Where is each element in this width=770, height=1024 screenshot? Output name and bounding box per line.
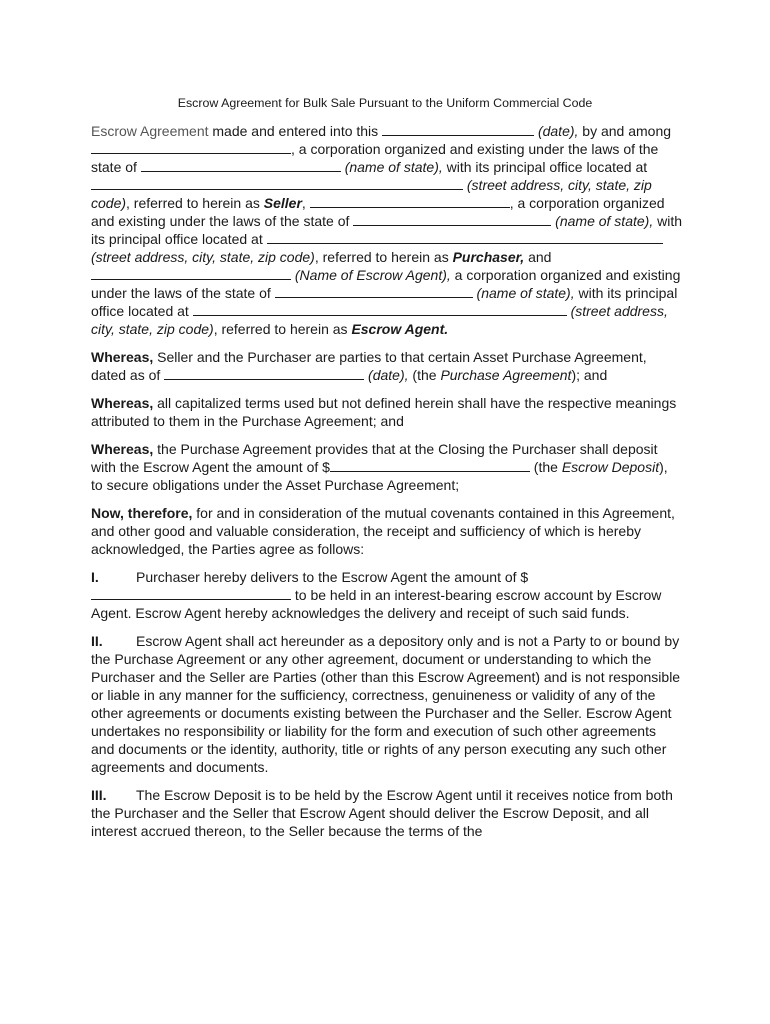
seller-address-blank[interactable] <box>91 176 463 190</box>
escrow-agent-name-blank[interactable] <box>91 266 291 280</box>
whereas-paragraph-3: Whereas, the Purchase Agreement provides that at the Closing the Purchaser shall deposit with the Escrow Agent the amount of $ (the Escrow Deposit), to secure obligations under the Asset Purchase Agreement; <box>91 441 668 493</box>
intro-lead: Escrow Agreement <box>91 123 209 139</box>
section-1: I. Purchaser hereby delivers to the Escrow Agent the amount of $ to be held in an interest-bearing escrow account by Escrow Agent. Escrow Agent hereby acknowledges the delivery and receipt of such said funds. <box>91 569 662 621</box>
whereas-paragraph-2: Whereas, all capitalized terms used but not defined herein shall have the respective meanings attributed to them in the Purchase Agreement; and <box>91 395 677 429</box>
escrow-agent-state-blank[interactable] <box>275 284 473 298</box>
document-title: Escrow Agreement for Bulk Sale Pursuant to the Uniform Commercial Code <box>177 96 593 110</box>
escrow-agent-term: Escrow Agent. <box>351 321 449 337</box>
purchaser-state-blank[interactable] <box>353 212 551 226</box>
section-2: II. Escrow Agent shall act hereunder as a depository only and is not a Party to or bound by the Purchase Agreement or any other agreement, document or understanding to which the Purchaser and the Seller are Parties (other than this Escrow Agreement) and is not responsible or liable in any manner for the sufficiency, correctness, genuineness or validity of any of the other agreements or documents existing between the Purchaser and the Seller. Escrow Agent undertakes no responsibility or liability for the form and execution of such other agreements and documents or the identity, authority, title or rights of any person executing any such other agreements and documents. <box>91 633 681 775</box>
date-blank[interactable] <box>382 122 534 136</box>
delivered-amount-blank[interactable] <box>91 586 291 600</box>
seller-name-blank[interactable] <box>91 140 291 154</box>
section-number: I. <box>91 569 99 585</box>
purchaser-term: Purchaser, <box>452 249 525 265</box>
intro-paragraph: Escrow Agreement made and entered into this (date), by and among , a corporation organized and existing under the laws of the state of (name of state), with its principal office located at (street address, city, state, zip code), referred to herein as Seller, , a corporation organized and existing under the laws of the state of (name of state), with its principal office located at (street address, city, state, zip code), referred to herein as Purchaser, and (Name of Escrow Agent), a corporation organized and existing under the laws of the state of (name of state), with its principal office located at (street address, city, state, zip code), referred to herein as Escrow Agent. <box>91 123 683 337</box>
now-therefore-paragraph: Now, therefore, for and in consideration of the mutual covenants contained in this Agreement, and other good and valuable consideration, the receipt and sufficiency of which is hereby acknowledged, the Parties agree as follows: <box>91 505 675 557</box>
escrow-deposit-amount-blank[interactable] <box>330 458 530 472</box>
section-3: III. The Escrow Deposit is to be held by the Escrow Agent until it receives notice from both the Purchaser and the Seller that Escrow Agent should deliver the Escrow Deposit, and all interest accrued thereon, to the Seller because the terms of the <box>91 787 673 839</box>
section-number: II. <box>91 633 103 649</box>
seller-state-blank[interactable] <box>141 158 341 172</box>
purchaser-address-blank[interactable] <box>267 230 663 244</box>
escrow-agent-address-blank[interactable] <box>193 302 567 316</box>
seller-term: Seller <box>263 195 302 211</box>
purchaser-name-blank[interactable] <box>310 194 510 208</box>
purchase-agreement-date-blank[interactable] <box>164 366 364 380</box>
whereas-paragraph-1: Whereas, Seller and the Purchaser are parties to that certain Asset Purchase Agreement, dated as of (date), (the Purchase Agreement); and <box>91 349 647 383</box>
document-body <box>91 122 683 840</box>
section-number: III. <box>91 787 107 803</box>
